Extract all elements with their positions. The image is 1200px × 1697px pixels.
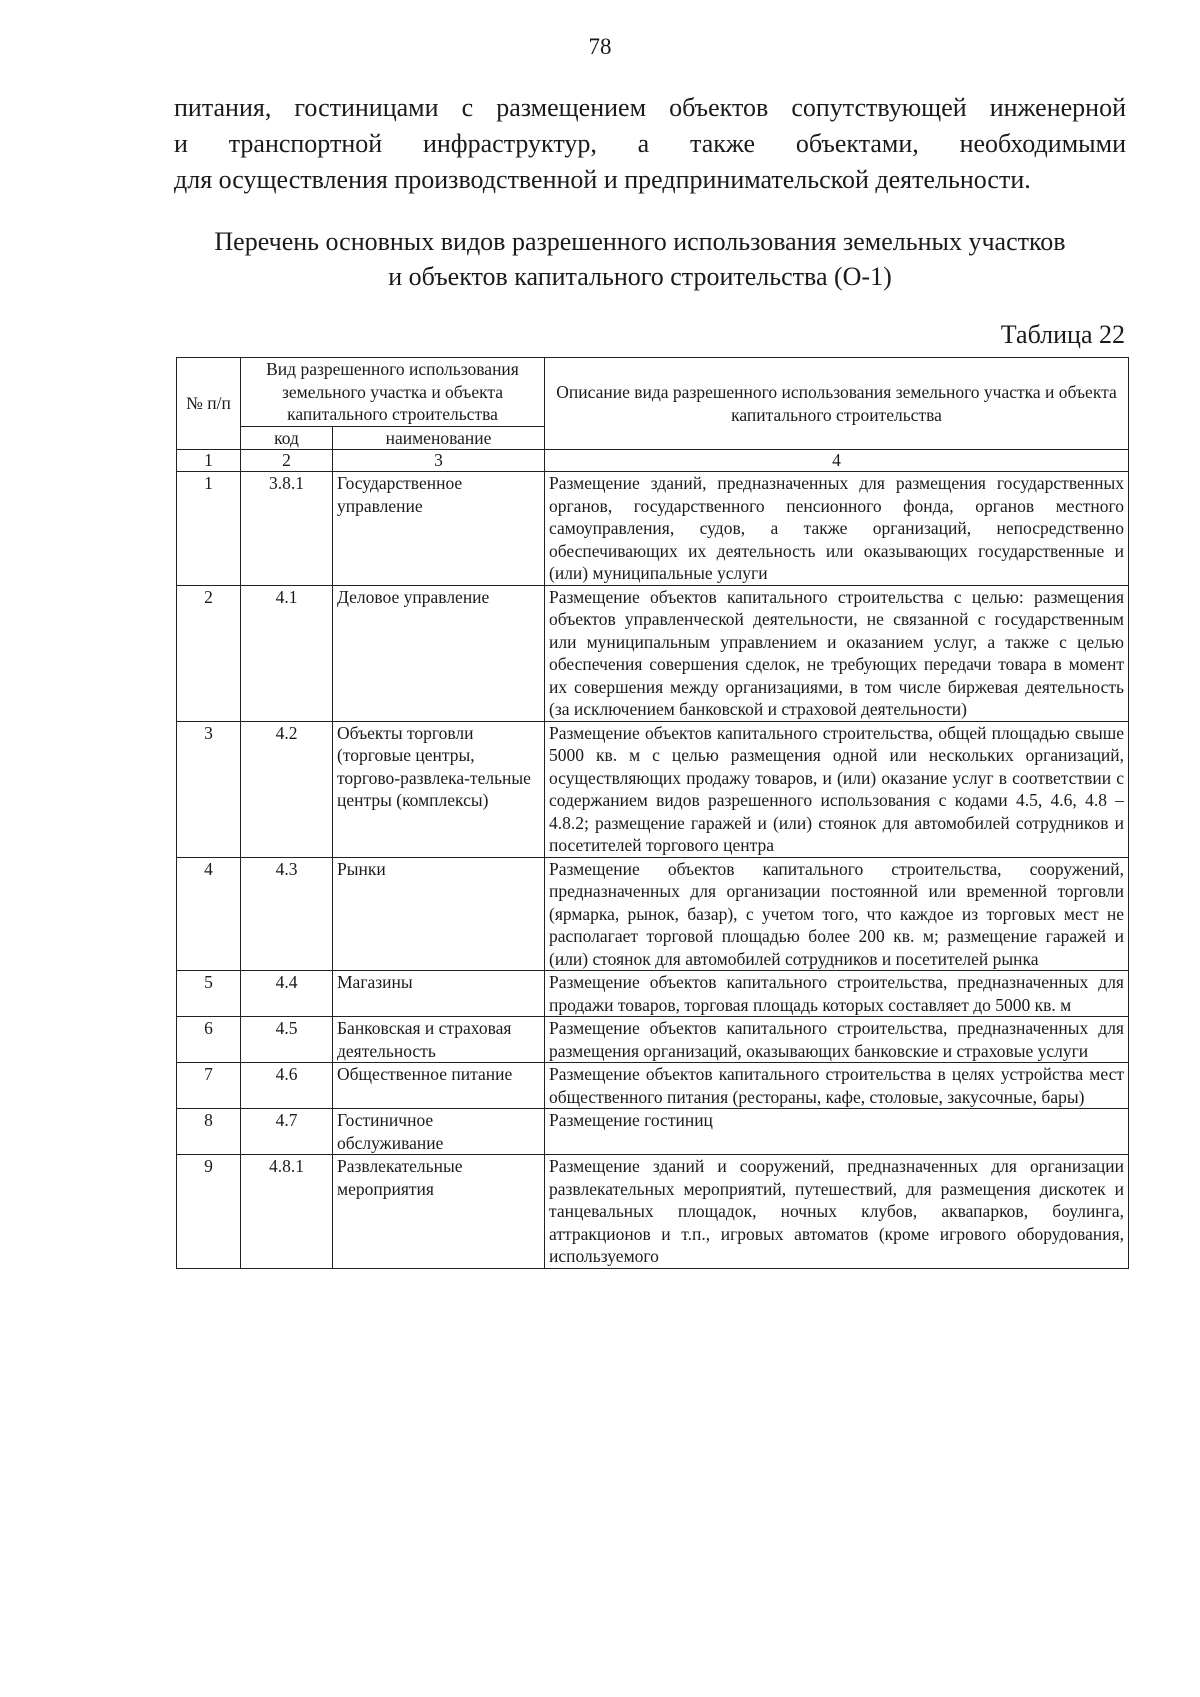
table-row xyxy=(177,1155,1129,1269)
table-caption: Таблица 22 xyxy=(1000,320,1125,349)
use-code: 4.7 xyxy=(241,1109,333,1155)
row-number: 5 xyxy=(177,971,241,1017)
row-number: 7 xyxy=(177,1063,241,1109)
use-name: Рынки xyxy=(333,857,545,971)
row-number: 8 xyxy=(177,1109,241,1155)
table-row xyxy=(177,1017,1129,1063)
section-heading xyxy=(150,224,1130,294)
row-number: 1 xyxy=(177,472,241,586)
use-description: Размещение объектов капитального строительства с целью: размещения объектов управленческой деятельности, не связанной с государственным или муниципальным управлением и оказанием услуг, а также с целью обеспечения совершения сделок, не требующих передачи товара в момент их совершения между организациями, в том числе биржевая деятельность (за исключением банковской и страховой деятельности) xyxy=(545,585,1129,721)
use-code: 4.5 xyxy=(241,1017,333,1063)
use-code: 4.8.1 xyxy=(241,1155,333,1269)
table-row xyxy=(177,857,1129,971)
use-name: Магазины xyxy=(333,971,545,1017)
use-name: Банковская и страховая деятельность xyxy=(333,1017,545,1063)
use-name: Объекты торговли (торговые центры, торгово-развлека-тельные центры (комплексы) xyxy=(333,721,545,857)
page-number: 78 xyxy=(588,34,612,59)
use-description: Размещение объектов капитального строительства в целях устройства мест общественного питания (рестораны, кафе, столовые, закусочные, бары) xyxy=(545,1063,1129,1109)
use-code: 4.3 xyxy=(241,857,333,971)
use-description: Размещение зданий и сооружений, предназначенных для организации развлекательных мероприятий, путешествий, для размещения дискотек и танцевальных площадок, ночных клубов, аквапарков, боулинга, аттракционов и т.п., игровых автоматов (кроме игрового оборудования, используемого xyxy=(545,1155,1129,1269)
row-number: 3 xyxy=(177,721,241,857)
use-description: Размещение объектов капитального строительства, предназначенных для продажи товаров, торговая площадь которых составляет до 5000 кв. м xyxy=(545,971,1129,1017)
table-header-row xyxy=(177,358,1129,427)
use-description: Размещение зданий, предназначенных для размещения государственных органов, государственного пенсионного фонда, органов местного самоуправления, судов, а также организаций, непосредственно обеспечивающих их деятельность или оказывающих государственные и (или) муниципальные услуги xyxy=(545,472,1129,586)
use-code: 4.1 xyxy=(241,585,333,721)
intro-paragraph xyxy=(174,90,1126,198)
column-number: 4 xyxy=(545,450,1129,472)
use-name: Развлекательные мероприятия xyxy=(333,1155,545,1269)
header-desc: Описание вида разрешенного использования земельного участка и объекта капитального строительства xyxy=(545,358,1129,450)
intro-line: для осуществления производственной и предпринимательской деятельности. xyxy=(174,165,1031,194)
use-description: Размещение объектов капитального строительства, предназначенных для размещения организаций, оказывающих банковские и страховые услуги xyxy=(545,1017,1129,1063)
table-row xyxy=(177,1063,1129,1109)
use-code: 4.4 xyxy=(241,971,333,1017)
use-name: Гостиничное обслуживание xyxy=(333,1109,545,1155)
header-code: код xyxy=(241,426,333,450)
use-name: Государственное управление xyxy=(333,472,545,586)
table-row xyxy=(177,721,1129,857)
heading-line: Перечень основных видов разрешенного использования земельных участков xyxy=(214,227,1066,256)
header-kind: Вид разрешенного использования земельного участка и объекта капитального строительства xyxy=(241,358,545,427)
use-name: Общественное питание xyxy=(333,1063,545,1109)
use-code: 3.8.1 xyxy=(241,472,333,586)
heading-line: и объектов капитального строительства (О-1) xyxy=(388,262,892,291)
land-use-table xyxy=(176,357,1129,1269)
use-name: Деловое управление xyxy=(333,585,545,721)
row-number: 6 xyxy=(177,1017,241,1063)
use-description: Размещение объектов капитального строительства, сооружений, предназначенных для организации постоянной или временной торговли (ярмарка, рынок, базар), с учетом того, что каждое из торговых мест не располагает торговой площадью более 200 кв. м; размещение гаражей и (или) стоянок для автомобилей сотрудников и посетителей рынка xyxy=(545,857,1129,971)
row-number: 4 xyxy=(177,857,241,971)
intro-line: питания, гостиницами с размещением объектов сопутствующей инженерной xyxy=(174,93,1126,122)
column-number-row xyxy=(177,450,1129,472)
table-row xyxy=(177,1109,1129,1155)
row-number: 2 xyxy=(177,585,241,721)
use-code: 4.2 xyxy=(241,721,333,857)
use-description: Размещение объектов капитального строительства, общей площадью свыше 5000 кв. м с целью размещения одной или нескольких организаций, осуществляющих продажу товаров, и (или) оказание услуг в соответствии с содержанием видов разрешенного использования с кодами 4.5, 4.6, 4.8 – 4.8.2; размещение гаражей и (или) стоянок для автомобилей сотрудников и посетителей торгового центра xyxy=(545,721,1129,857)
header-num: № п/п xyxy=(177,358,241,450)
column-number: 2 xyxy=(241,450,333,472)
intro-line: и транспортной инфраструктур, а также объектами, необходимыми xyxy=(174,129,1126,158)
table-row xyxy=(177,585,1129,721)
row-number: 9 xyxy=(177,1155,241,1269)
column-number: 3 xyxy=(333,450,545,472)
table-row xyxy=(177,971,1129,1017)
use-code: 4.6 xyxy=(241,1063,333,1109)
column-number: 1 xyxy=(177,450,241,472)
table-row xyxy=(177,472,1129,586)
header-name: наименование xyxy=(333,426,545,450)
use-description: Размещение гостиниц xyxy=(545,1109,1129,1155)
